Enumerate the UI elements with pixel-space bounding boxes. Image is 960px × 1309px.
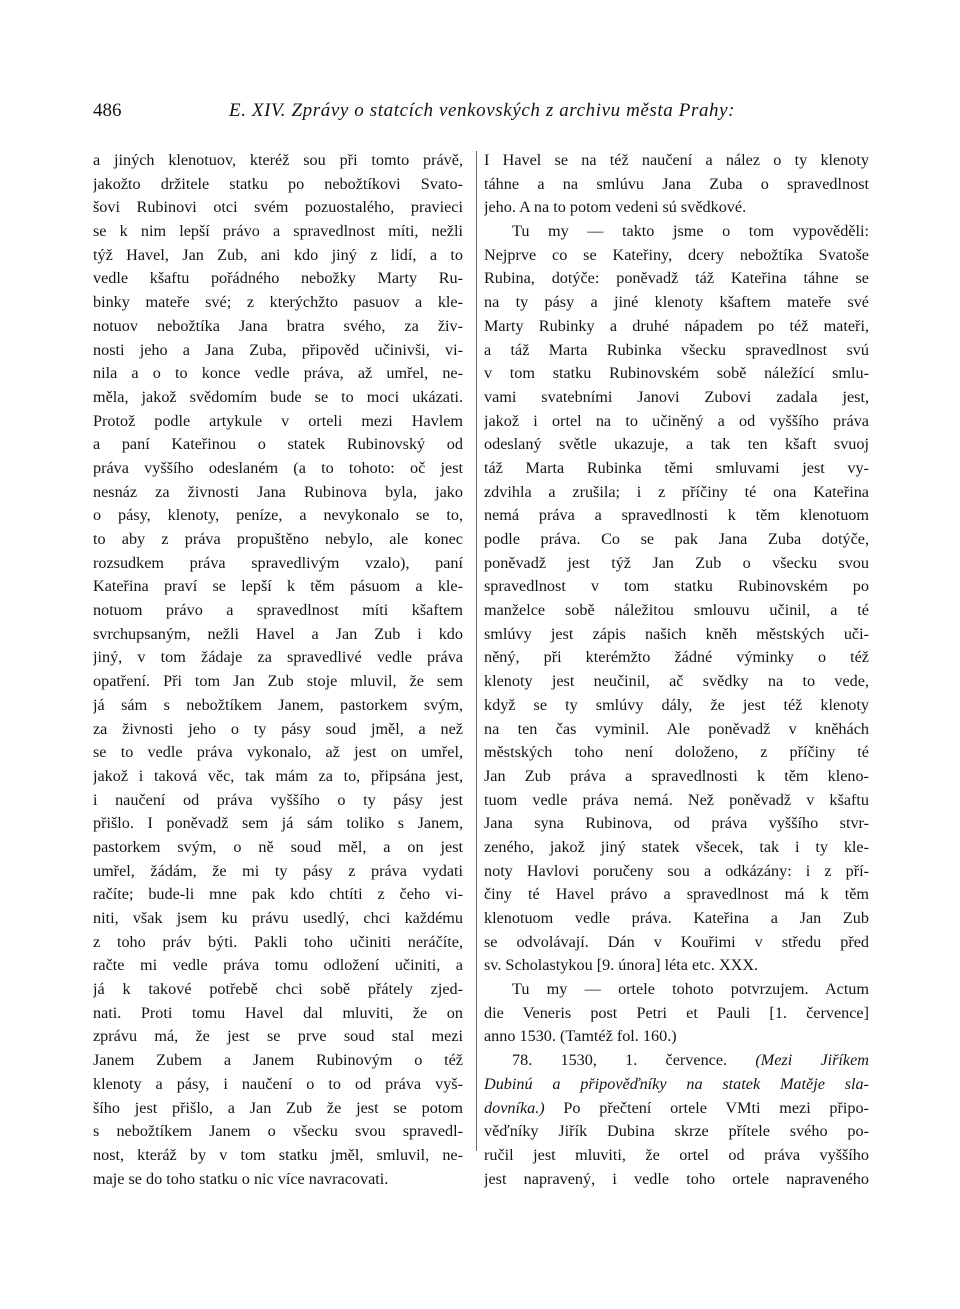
text-line: dovníka.) Po přečtení ortele VMti mezi připo- [484,1098,869,1117]
text-line: jakožto držitele statku po nebožtíkovi Svato- [93,174,463,193]
text-line: maje se do toho statku o nic více navracovati. [93,1169,389,1188]
text-line: nosti jeho a Jana Zuba, připověd učinivši, vi- [93,340,463,359]
text-line: anno 1530. (Tamtéž fol. 160.) [484,1027,677,1046]
running-head-title: E. XIV. Zprávy o statcích venkovských z archivu města Prahy: [229,100,736,121]
text-line: nemá práva a spravedlnosti k těm klenotuom [484,506,869,525]
text-line: Protož podle artykule v orteli mezi Havlem [93,411,463,430]
text-line: v tom statku Rubinovském sobě náležící smlu- [484,364,869,383]
text-line: a táž Marta Rubinka všecku spravedlnost svú [484,340,869,359]
text-line: zeného, jakož jiný statek všecek, tak i ty kle- [484,837,869,856]
text-line: tuom vedle práva nemá. Než poněvadž v kšaftu [484,790,869,809]
text-line: Kateřina praví se lepší k těm pásuom a kle- [93,577,463,596]
text-line: šovi Rubinovi otci svém pozuostalého, pravieci [93,198,463,217]
text-line: ručil jest mluviti, že ortel od práva vyššího [484,1145,869,1164]
text-line: něný, při kterémžto žádné výminky o též [484,648,869,667]
left-text-column [93,149,463,1191]
text-line: Nejprve co se Kateřiny, dcery nebožtíka Svatoše [484,245,869,264]
text-line: spravedlnost v tom statku Rubinovském po [484,577,869,596]
text-line: vami svatebními Janovi Zubovi zadala jest, [484,387,869,406]
text-line: 78. 1530, 1. července. (Mezi Jiříkem [512,1051,869,1070]
text-line: to aby z práva propuštěno nebylo, ale konec [93,530,463,548]
text-line: niti, však jsem ku právu usedlý, chci každému [93,909,463,927]
text-line: na ten čas vyminil. Ale poněvadž v kněhách [484,719,869,738]
text-line: i naučení od práva vyššího o ty pásy jest [93,790,463,809]
text-line: jest napravený, i vedle toho ortele napraveného [484,1169,869,1188]
text-line: jakož i ortel na to učiněný a od vyššího práva [484,411,869,430]
text-line: račíte; bude-li mne pak kdo chtíti z čeho vi- [93,885,463,904]
text-line: I Havel se na též naučení a nález o ty klenoty [484,151,869,169]
text-line: nati. Proti tomu Havel dal mluviti, že on [93,1003,463,1022]
text-line: za živnosti jeho o ty pásy soud jměl, a než [93,719,463,738]
text-line: vedle kšaftu pořádného nebožky Marty Ru- [93,269,463,288]
text-line: a paní Kateřinou o statek Rubinovský od [93,435,463,454]
text-line: já k takové potřebě chci sobě přátely zjed- [93,980,463,999]
text-line: táž Marta Rubinka těmi smluvami jest vy- [484,458,869,477]
text-line: když se ty smlúvy dály, že jest též klenoty [484,695,869,714]
text-line: sv. Scholastykou [9. února] léta etc. XXX. [484,956,759,975]
right-text-column [484,149,869,1191]
text-line: Rubina, dotýče: poněvadž táž Kateřina táhne se [484,269,869,288]
text-line: já sám s nebožtíkem Janem, pastorkem svým, [93,695,463,714]
text-line: se odvolávají. Dán v Kouřimi v středu před [484,932,869,951]
text-line: Tu my — takto jsme o tom vypověděli: [512,222,869,241]
text-line: rozsudkem práva spravedlivým vzalo), paní [93,553,463,572]
text-line: opatření. Při tom Jan Zub stoje mluvil, že sem [93,672,463,691]
text-line: táhne a na smlúvu Jana Zuba o spravedlnost [484,174,869,193]
text-line: a jiných klenotuov, kteréž sou při tomto právě, [93,151,463,169]
text-line: umřel, žádám, že mi ty pásy z práva vydati [93,861,463,880]
text-line: Marty Rubinky a druhé nápadem po též mateři, [484,316,869,335]
text-line: račte mi vedle práva tomu odložení učiniti, a [93,956,463,975]
text-line: šího jest přišlo, a Jan Zub že jest se potom [93,1098,463,1117]
text-line: o pásy, klenoty, peníze, a nevykonalo se to, [93,506,463,525]
text-line: binky mateře své; z kterýchžto pasuov a kle- [93,293,463,312]
running-header [93,100,867,126]
text-line: Dubinú a připověďníky na statek Matěje sla- [484,1074,869,1093]
text-line: klenoty a pásy, i naučení o to od práva vyš- [93,1074,463,1093]
page-number: 486 [93,100,122,121]
text-line: jiný, v tom žádaje za spravedlivé vedle práva [93,648,463,667]
text-line: nost, kteráž by v tom statku jměl, smluvil, ne- [93,1145,463,1164]
text-line: na ty pásy a jiné klenoty kšaftem mateře své [484,293,869,312]
text-line: podle práva. Co se pak Jana Zuba dotýče, [484,530,869,548]
text-line: odeslaný světle ukazuje, a tak ten kšaft svuoj [484,435,869,454]
text-line: manželce sobě náležitou smlouvu učinil, a té [484,601,869,620]
text-line: smlúvy jest zápis našich kněh městských uči- [484,624,869,643]
column-divider [476,151,477,1151]
text-line: přišlo. I poněvadž sem já sám toliko s Janem, [93,814,463,833]
text-line: se to vedle práva vykonalo, až jest on umřel, [93,743,463,762]
text-line: Jan Zub práva a spravedlnosti k těm kleno- [484,766,869,785]
text-line: klenotuom vedle práva. Kateřina a Jan Zub [484,909,869,927]
text-line: měla, jakož svědomím bude se to moci ukázati. [93,387,463,406]
text-line: Janem Zubem a Janem Rubinovým o též [93,1051,463,1070]
text-line: jakož i taková věc, tak mám za to, připsána jest, [93,766,463,785]
text-line: městských toho není doloženo, z příčiny té [484,743,869,762]
text-line: Jana syna Rubinova, od práva vyššího stvr- [484,814,869,833]
text-line: svrchupsaným, nežli Havel a Jan Zub i kdo [93,624,463,643]
text-line: jeho. A na to potom vedeni sú svědkové. [484,198,747,217]
text-line: die Veneris post Petri et Pauli [1. července] [484,1003,869,1022]
text-line: věďníky Jiřík Dubina skrze přítele svého po- [484,1122,869,1141]
text-line: klenoty jest neučinil, ač svědky na to vede, [484,672,869,691]
text-line: notuom právo a spravedlnost míti kšaftem [93,601,463,620]
text-line: práva vyššího odeslaném (a to tohoto: oč jest [93,458,463,477]
text-line: z toho práv býti. Pakli toho učiniti neráčíte, [93,932,463,951]
text-line: se k nim lepší právo a spravedlnost míti, nežli [93,222,463,241]
text-line: poněvadž jest týž Jan Zub o všecku svou [484,553,869,572]
text-line: s nebožtíkem Janem o všecku svou spravedl- [93,1122,463,1141]
text-line: notuov nebožtíka Jana bratra svého, za živ- [93,316,463,335]
text-line: týž Havel, Jan Zub, ani kdo jiný z lidí, a to [93,245,463,264]
text-line: nesnáz za živnosti Jana Rubinova byla, jako [93,482,463,501]
text-line: zprávu má, že jest se prve soud stal mezi [93,1027,463,1046]
text-line: činy té Havel právo a spravedlnost má k těm [484,885,869,904]
text-line: nila a o to konce vedle práva, až umřel, ne- [93,364,463,383]
text-line: pastorkem svým, o ně soud měl, a on jest [93,837,463,856]
text-line: Tu my — ortele tohoto potvrzujem. Actum [512,980,869,999]
text-line: zdvihla a zrušila; i z příčiny té ona Kateřina [484,482,869,501]
text-line: noty Havlovi poručeny sou a odkázány: i z pří- [484,861,869,880]
